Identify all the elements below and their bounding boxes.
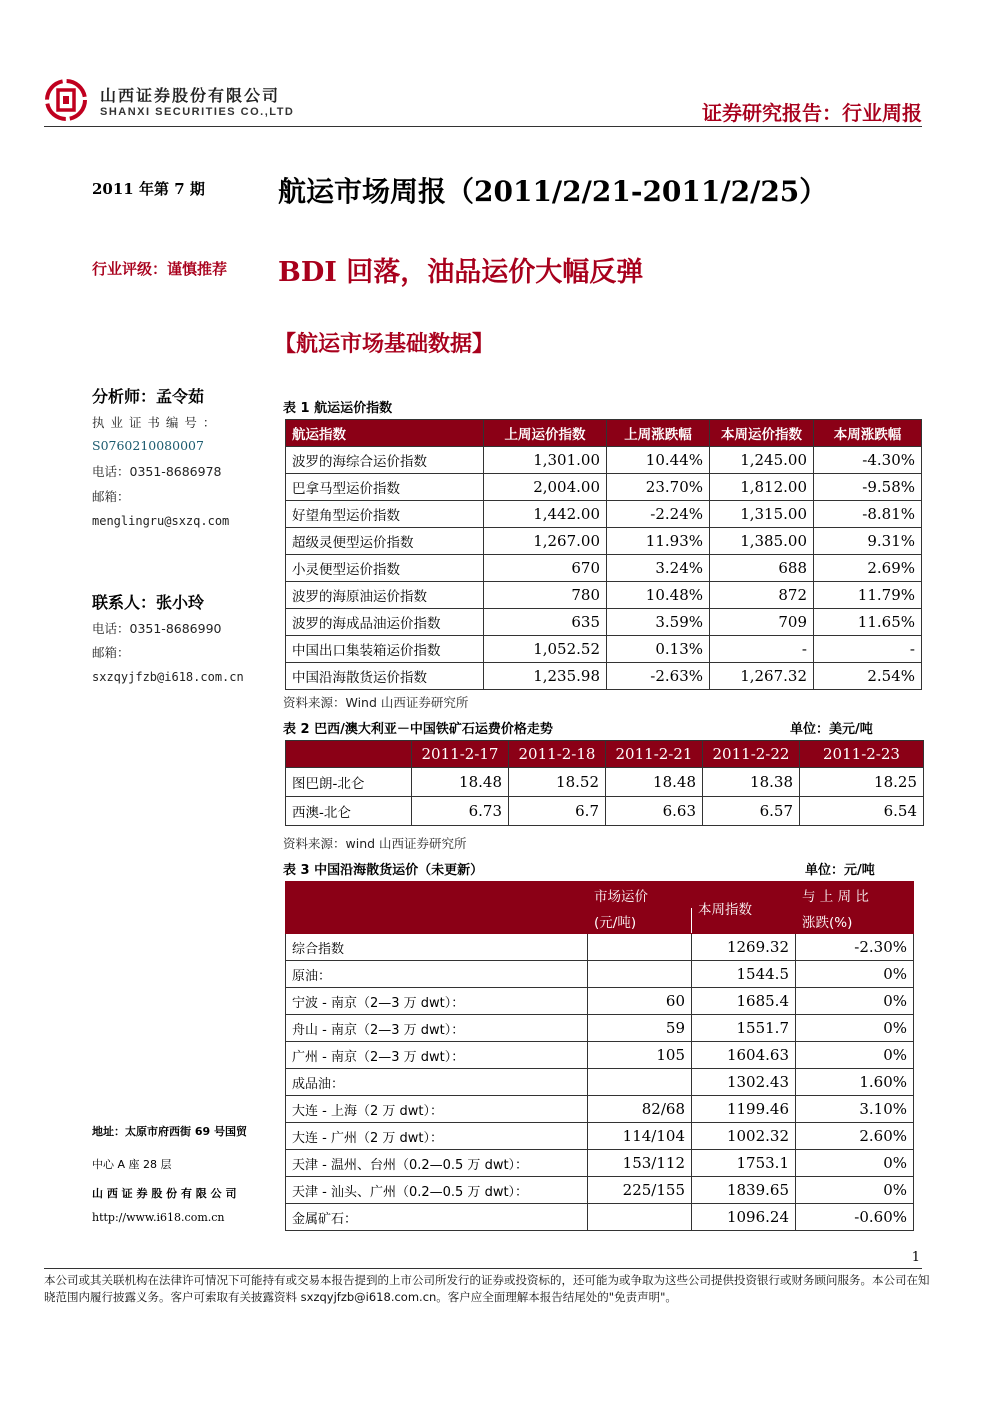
freight-value-cell: 18.25 <box>800 768 924 797</box>
contact-email[interactable]: sxzqyjfzb@i618.com.cn <box>92 670 244 684</box>
header-divider <box>44 126 922 127</box>
value-cell: 2.54% <box>814 663 922 690</box>
table3-caption: 表 3 中国沿海散货运价（未更新） <box>283 863 484 878</box>
value-cell: 0% <box>796 988 914 1015</box>
index-name-cell: 波罗的海成品油运价指数 <box>286 609 484 636</box>
table3-corner-cell <box>286 882 588 934</box>
value-cell: 1551.7 <box>692 1015 796 1042</box>
table1-header-1: 上周运价指数 <box>484 420 607 447</box>
table3-header-price-2: (元/吨) <box>588 908 692 934</box>
value-cell: 1002.32 <box>692 1123 796 1150</box>
table2-unit: 单位：美元/吨 <box>790 722 873 737</box>
value-cell: 1,235.98 <box>484 663 607 690</box>
table1-header-3: 本周运价指数 <box>710 420 814 447</box>
value-cell: 1604.63 <box>692 1042 796 1069</box>
value-cell: 1096.24 <box>692 1204 796 1231</box>
table-row <box>286 1150 914 1177</box>
table2-date-header: 2011-2-21 <box>606 741 703 768</box>
table1-caption: 表 1 航运运价指数 <box>283 401 393 416</box>
route-cell: 天津 - 温州、台州（0.2—0.5 万 dwt）： <box>286 1150 588 1177</box>
table2-date-header: 2011-2-22 <box>703 741 800 768</box>
value-cell: 0% <box>796 1042 914 1069</box>
value-cell: 153/112 <box>588 1150 692 1177</box>
value-cell: 11.93% <box>607 528 710 555</box>
route-cell: 天津 - 汕头、广州（0.2—0.5 万 dwt）： <box>286 1177 588 1204</box>
value-cell: 1,245.00 <box>710 447 814 474</box>
value-cell: 2.60% <box>796 1123 914 1150</box>
value-cell: -2.63% <box>607 663 710 690</box>
cert-label: 执 业 证 书 编 号 ： <box>92 415 217 430</box>
value-cell: 3.24% <box>607 555 710 582</box>
value-cell: 11.79% <box>814 582 922 609</box>
route-cell: 大连 - 广州（2 万 dwt）： <box>286 1123 588 1150</box>
value-cell: 9.31% <box>814 528 922 555</box>
table-row <box>286 988 914 1015</box>
table1-header-0: 航运指数 <box>286 420 484 447</box>
value-cell: 1269.32 <box>692 934 796 961</box>
freight-value-cell: 6.54 <box>800 797 924 826</box>
table-row <box>286 663 922 690</box>
value-cell: -4.30% <box>814 447 922 474</box>
table2-date-header: 2011-2-23 <box>800 741 924 768</box>
freight-value-cell: 18.48 <box>606 768 703 797</box>
coastal-bulk-freight-table <box>285 881 914 1231</box>
value-cell <box>588 934 692 961</box>
contact-phone: 电话：0351-8686990 <box>92 621 222 636</box>
table-row <box>286 768 924 797</box>
table-row <box>286 501 922 528</box>
index-name-cell: 小灵便型运价指数 <box>286 555 484 582</box>
value-cell: 780 <box>484 582 607 609</box>
table-row <box>286 1096 914 1123</box>
table-row <box>286 1042 914 1069</box>
table-row <box>286 961 914 988</box>
value-cell <box>588 1204 692 1231</box>
value-cell: 1,267.32 <box>710 663 814 690</box>
route-cell: 图巴朗-北仑 <box>286 768 412 797</box>
value-cell: 10.48% <box>607 582 710 609</box>
route-cell: 成品油： <box>286 1069 588 1096</box>
value-cell <box>588 961 692 988</box>
route-cell: 西澳-北仑 <box>286 797 412 826</box>
value-cell: 1302.43 <box>692 1069 796 1096</box>
value-cell: 0.13% <box>607 636 710 663</box>
freight-value-cell: 6.57 <box>703 797 800 826</box>
shanxi-securities-logo-icon <box>44 78 88 122</box>
value-cell: 1839.65 <box>692 1177 796 1204</box>
report-type: 证券研究报告：行业周报 <box>702 101 922 125</box>
analyst-name: 分析师：孟令茹 <box>92 387 205 406</box>
disclaimer-text: 本公司或其关联机构在法律许可情况下可能持有或交易本报告提到的上市公司所发行的证券或投资标的，还可能为或争取为这些公司提供投资银行或财务顾问服务。本公司在知晓范围内履行披露义务。客户可索取有关披露资料 sxzqyjfzb@i618.com.cn。客户应全面理解本报告结尾处的"免责声明"。 <box>44 1273 930 1304</box>
table1-source: 资料来源：Wind 山西证券研究所 <box>283 695 469 710</box>
analyst-email[interactable]: menglingru@sxzq.com <box>92 514 230 528</box>
value-cell: 1199.46 <box>692 1096 796 1123</box>
value-cell: - <box>814 636 922 663</box>
table-row <box>286 474 922 501</box>
analyst-phone: 电话：0351-8686978 <box>92 464 222 479</box>
table3-header-change-2: 涨跌(%) <box>796 908 914 934</box>
value-cell <box>588 1069 692 1096</box>
table-row <box>286 934 914 961</box>
index-name-cell: 超级灵便型运价指数 <box>286 528 484 555</box>
index-name-cell: 波罗的海原油运价指数 <box>286 582 484 609</box>
value-cell: 59 <box>588 1015 692 1042</box>
freight-value-cell: 6.63 <box>606 797 703 826</box>
route-cell: 大连 - 上海（2 万 dwt）： <box>286 1096 588 1123</box>
value-cell: -2.24% <box>607 501 710 528</box>
value-cell: 670 <box>484 555 607 582</box>
company-url[interactable]: http://www.i618.com.cn <box>92 1211 225 1224</box>
value-cell: 0% <box>796 961 914 988</box>
table-row <box>286 797 924 826</box>
value-cell: 0% <box>796 1150 914 1177</box>
value-cell: 1753.1 <box>692 1150 796 1177</box>
table2-source: 资料来源：wind 山西证券研究所 <box>283 836 467 851</box>
address-line-1: 地址：太原市府西街 69 号国贸 <box>92 1125 247 1138</box>
value-cell: 11.65% <box>814 609 922 636</box>
table-row <box>286 1069 914 1096</box>
page-number: 1 <box>911 1250 920 1265</box>
freight-value-cell: 18.48 <box>412 768 509 797</box>
report-subtitle: BDI 回落，油品运价大幅反弹 <box>278 257 644 288</box>
value-cell: 1.60% <box>796 1069 914 1096</box>
freight-value-cell: 18.38 <box>703 768 800 797</box>
freight-value-cell: 6.7 <box>509 797 606 826</box>
table-row <box>286 1204 914 1231</box>
value-cell: 60 <box>588 988 692 1015</box>
iron-ore-freight-table <box>285 740 924 826</box>
company-name-en: SHANXI SECURITIES CO.,LTD <box>100 106 295 118</box>
value-cell: 1,812.00 <box>710 474 814 501</box>
table-row <box>286 1015 914 1042</box>
value-cell: 1,315.00 <box>710 501 814 528</box>
value-cell: 2,004.00 <box>484 474 607 501</box>
value-cell: 1,301.00 <box>484 447 607 474</box>
route-cell: 舟山 - 南京（2—3 万 dwt）： <box>286 1015 588 1042</box>
value-cell: 1,442.00 <box>484 501 607 528</box>
value-cell: 23.70% <box>607 474 710 501</box>
table-row <box>286 555 922 582</box>
value-cell: 709 <box>710 609 814 636</box>
route-cell: 综合指数 <box>286 934 588 961</box>
route-cell: 原油： <box>286 961 588 988</box>
value-cell: 1,267.00 <box>484 528 607 555</box>
table2-corner-cell <box>286 741 412 768</box>
footer-divider <box>44 1268 922 1269</box>
table2-date-header: 2011-2-17 <box>412 741 509 768</box>
value-cell: 872 <box>710 582 814 609</box>
table-row <box>286 528 922 555</box>
freight-value-cell: 18.52 <box>509 768 606 797</box>
table-row <box>286 1177 914 1204</box>
index-name-cell: 中国沿海散货运价指数 <box>286 663 484 690</box>
value-cell: 105 <box>588 1042 692 1069</box>
value-cell: 688 <box>710 555 814 582</box>
table3-header-index: 本周指数 <box>692 882 796 934</box>
company-footer-name: 山 西 证 券 股 份 有 限 公 司 <box>92 1187 237 1200</box>
route-cell: 宁波 - 南京（2—3 万 dwt）： <box>286 988 588 1015</box>
table-row <box>286 582 922 609</box>
index-name-cell: 巴拿马型运价指数 <box>286 474 484 501</box>
value-cell: 114/104 <box>588 1123 692 1150</box>
address-line-2: 中心 A 座 28 层 <box>92 1158 172 1171</box>
value-cell: 2.69% <box>814 555 922 582</box>
analyst-email-label: 邮箱： <box>92 489 130 504</box>
value-cell: - <box>710 636 814 663</box>
route-cell: 金属矿石： <box>286 1204 588 1231</box>
cert-number: S0760210080007 <box>92 438 204 453</box>
value-cell: -0.60% <box>796 1204 914 1231</box>
route-cell: 广州 - 南京（2—3 万 dwt）： <box>286 1042 588 1069</box>
index-name-cell: 波罗的海综合运价指数 <box>286 447 484 474</box>
table1-header-2: 上周涨跌幅 <box>607 420 710 447</box>
value-cell: 1,385.00 <box>710 528 814 555</box>
value-cell: 3.59% <box>607 609 710 636</box>
table2-date-header: 2011-2-18 <box>509 741 606 768</box>
freight-value-cell: 6.73 <box>412 797 509 826</box>
shipping-index-table <box>285 419 922 690</box>
value-cell: 1685.4 <box>692 988 796 1015</box>
value-cell: -9.58% <box>814 474 922 501</box>
value-cell: 635 <box>484 609 607 636</box>
value-cell: 0% <box>796 1015 914 1042</box>
table1-header-4: 本周涨跌幅 <box>814 420 922 447</box>
company-name-cn: 山西证券股份有限公司 <box>100 86 281 105</box>
value-cell: 3.10% <box>796 1096 914 1123</box>
table3-unit: 单位：元/吨 <box>805 863 875 878</box>
section-title: 【航运市场基础数据】 <box>274 331 495 357</box>
index-name-cell: 中国出口集装箱运价指数 <box>286 636 484 663</box>
value-cell: 0% <box>796 1177 914 1204</box>
table-row <box>286 609 922 636</box>
page-title: 航运市场周报（2011/2/21-2011/2/25） <box>278 175 828 208</box>
industry-rating: 行业评级：谨慎推荐 <box>92 260 228 278</box>
value-cell: 10.44% <box>607 447 710 474</box>
table3-header-change-1: 与 上 周 比 <box>796 882 914 908</box>
table-row <box>286 636 922 663</box>
value-cell: 1544.5 <box>692 961 796 988</box>
contact-name: 联系人：张小玲 <box>92 593 205 612</box>
issue-number: 2011 年第 7 期 <box>92 180 205 198</box>
table-row <box>286 1123 914 1150</box>
value-cell: 82/68 <box>588 1096 692 1123</box>
value-cell: -2.30% <box>796 934 914 961</box>
table-row <box>286 447 922 474</box>
contact-email-label: 邮箱： <box>92 645 130 660</box>
value-cell: 1,052.52 <box>484 636 607 663</box>
table3-header-price-1: 市场运价 <box>588 882 692 908</box>
value-cell: 225/155 <box>588 1177 692 1204</box>
value-cell: -8.81% <box>814 501 922 528</box>
index-name-cell: 好望角型运价指数 <box>286 501 484 528</box>
table2-caption: 表 2 巴西/澳大利亚－中国铁矿石运费价格走势 <box>283 722 553 737</box>
